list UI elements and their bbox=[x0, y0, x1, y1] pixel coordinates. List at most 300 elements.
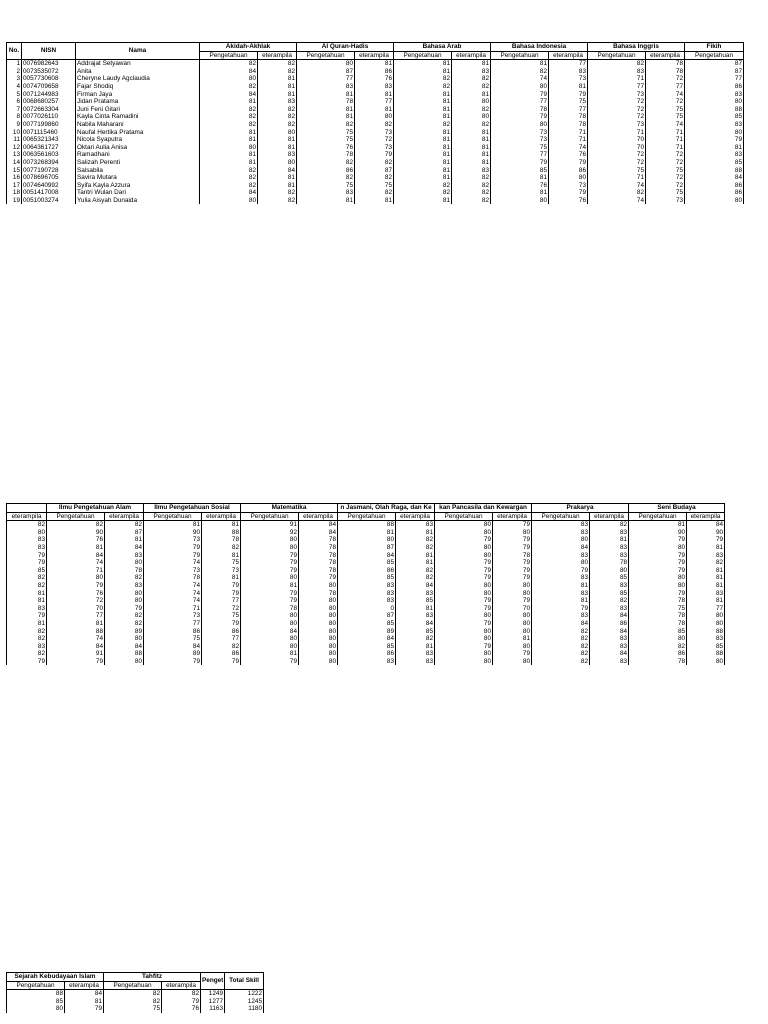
header-total-pengetahuan: Penget bbox=[201, 973, 225, 990]
table-row bbox=[7, 167, 744, 175]
table-cell: 83 bbox=[105, 582, 144, 590]
table-cell: 78 bbox=[629, 612, 687, 620]
table-cell: 78 bbox=[299, 536, 338, 544]
table-row bbox=[7, 635, 725, 643]
table-cell: 79 bbox=[241, 567, 299, 575]
table-cell: 73 bbox=[144, 612, 202, 620]
table-cell: 80 bbox=[299, 635, 338, 643]
table-cell: 81 bbox=[491, 174, 549, 182]
grades-table-part-2 bbox=[6, 503, 725, 665]
table-cell: 81 bbox=[65, 998, 104, 1006]
table-cell: 14 bbox=[7, 159, 22, 167]
table-cell: 80 bbox=[435, 650, 493, 658]
table-cell: 81 bbox=[394, 144, 452, 152]
table-cell: 73 bbox=[144, 567, 202, 575]
table-cell: 85 bbox=[685, 159, 744, 167]
table-cell: 82 bbox=[105, 521, 144, 529]
table-cell: 82 bbox=[452, 83, 491, 91]
table-cell: 80 bbox=[549, 174, 588, 182]
table-cell: 0051003274 bbox=[22, 197, 76, 205]
table-cell: 5 bbox=[7, 91, 22, 99]
table-row bbox=[7, 174, 744, 182]
header-subject: Fikih bbox=[685, 43, 744, 52]
table-cell: 82 bbox=[532, 643, 590, 651]
table-cell: 73 bbox=[588, 91, 646, 99]
table-cell: 78 bbox=[144, 574, 202, 582]
table-cell: 84 bbox=[590, 628, 629, 636]
table-cell: 79 bbox=[435, 605, 493, 613]
table-cell: 82 bbox=[532, 658, 590, 666]
table-cell: 82 bbox=[258, 189, 297, 197]
table-cell: 87 bbox=[338, 612, 396, 620]
table-cell: 1222 bbox=[225, 990, 264, 998]
table-cell: 77 bbox=[685, 75, 744, 83]
table-cell: 82 bbox=[200, 60, 258, 68]
table-cell: 81 bbox=[200, 129, 258, 137]
table-cell: 75 bbox=[629, 605, 687, 613]
table-cell: 81 bbox=[258, 83, 297, 91]
table-row bbox=[7, 990, 264, 998]
table-cell: 80 bbox=[491, 197, 549, 205]
table-cell: 77 bbox=[687, 605, 725, 613]
table-row bbox=[7, 129, 744, 137]
table-cell: 82 bbox=[396, 567, 435, 575]
table-cell: 84 bbox=[200, 68, 258, 76]
table-cell: 82 bbox=[396, 536, 435, 544]
table-cell: 81 bbox=[493, 635, 532, 643]
table-cell: 82 bbox=[532, 650, 590, 658]
table-cell: 79 bbox=[47, 582, 105, 590]
subheader-keterampilan: eterampila bbox=[105, 512, 144, 521]
table-cell: 83 bbox=[588, 68, 646, 76]
table-cell: 82 bbox=[297, 121, 355, 129]
table-cell: 80 bbox=[493, 628, 532, 636]
table-cell: 82 bbox=[588, 189, 646, 197]
table-cell: 82 bbox=[258, 113, 297, 121]
table-cell: 83 bbox=[258, 151, 297, 159]
table-cell: 84 bbox=[396, 620, 435, 628]
table-cell: 89 bbox=[144, 650, 202, 658]
table-cell: 85 bbox=[396, 628, 435, 636]
table-cell: 73 bbox=[588, 121, 646, 129]
table-cell: 80 bbox=[629, 582, 687, 590]
table-cell: 81 bbox=[200, 136, 258, 144]
subheader-keterampilan: eterampila bbox=[646, 51, 685, 60]
header-total-skill: Total Skill bbox=[225, 973, 264, 990]
table-cell: 81 bbox=[144, 521, 202, 529]
table-cell: 76 bbox=[47, 536, 105, 544]
table-cell: 79 bbox=[493, 536, 532, 544]
table-cell: 83 bbox=[532, 574, 590, 582]
subheader-keterampilan: eterampila bbox=[162, 981, 201, 990]
table-cell: 86 bbox=[297, 167, 355, 175]
table-cell: 80 bbox=[241, 544, 299, 552]
table-cell: 80 bbox=[629, 544, 687, 552]
table-cell: 77 bbox=[646, 83, 685, 91]
table-cell: 89 bbox=[338, 628, 396, 636]
table-cell: Anita bbox=[76, 68, 200, 76]
table-row bbox=[7, 68, 744, 76]
table-cell: 73 bbox=[355, 129, 394, 137]
table-cell: 78 bbox=[549, 113, 588, 121]
table-cell: 70 bbox=[588, 136, 646, 144]
table-cell: 79 bbox=[65, 1005, 104, 1013]
table-cell: 81 bbox=[396, 559, 435, 567]
table-cell: 80 bbox=[47, 574, 105, 582]
table-cell: 81 bbox=[258, 144, 297, 152]
table-cell: 81 bbox=[297, 113, 355, 121]
table-cell: 82 bbox=[47, 521, 105, 529]
table-cell: 80 bbox=[493, 620, 532, 628]
table-cell: 76 bbox=[549, 197, 588, 205]
header-subject: Ilmu Pengetahuan Alam bbox=[47, 504, 144, 513]
table-cell: 0065321343 bbox=[22, 136, 76, 144]
table-cell: 83 bbox=[590, 658, 629, 666]
table-cell: 16 bbox=[7, 174, 22, 182]
table-cell: 81 bbox=[355, 197, 394, 205]
table-cell: 81 bbox=[394, 106, 452, 114]
table-cell: 74 bbox=[491, 75, 549, 83]
table-cell: 79 bbox=[202, 590, 241, 598]
table-cell: 80 bbox=[299, 620, 338, 628]
table-cell: 75 bbox=[202, 559, 241, 567]
table-cell: 74 bbox=[144, 590, 202, 598]
table-cell: Oktari Aulia Anisa bbox=[76, 144, 200, 152]
table-cell: 80 bbox=[532, 559, 590, 567]
table-cell: 78 bbox=[646, 68, 685, 76]
subheader-keterampilan: eterampila bbox=[258, 51, 297, 60]
table-cell: 80 bbox=[258, 129, 297, 137]
table-cell: 88 bbox=[7, 990, 65, 998]
table-cell: 82 bbox=[258, 121, 297, 129]
table-cell: 79 bbox=[7, 612, 47, 620]
table-cell: 77 bbox=[549, 60, 588, 68]
table-cell: 79 bbox=[493, 521, 532, 529]
table-cell: 86 bbox=[144, 628, 202, 636]
table-row bbox=[7, 136, 744, 144]
table-cell: 85 bbox=[338, 620, 396, 628]
table-cell: 82 bbox=[452, 174, 491, 182]
table-cell: 80 bbox=[491, 121, 549, 129]
table-cell: 86 bbox=[629, 650, 687, 658]
header-nama: Nama bbox=[76, 43, 200, 60]
table-cell: 90 bbox=[144, 529, 202, 537]
table-cell: 79 bbox=[629, 552, 687, 560]
grades-table-part-1 bbox=[6, 42, 744, 204]
table-row bbox=[7, 552, 725, 560]
table-cell: 81 bbox=[394, 159, 452, 167]
table-cell: 86 bbox=[202, 650, 241, 658]
table-cell: 88 bbox=[687, 650, 725, 658]
table-row bbox=[7, 559, 725, 567]
table-cell: 79 bbox=[202, 582, 241, 590]
subheader-pengetahuan: Pengetahuan bbox=[588, 51, 646, 60]
table-cell: 79 bbox=[162, 998, 201, 1006]
subheader-keterampilan: eterampila bbox=[687, 512, 725, 521]
table-cell: 80 bbox=[435, 582, 493, 590]
table-cell: 87 bbox=[685, 68, 744, 76]
table-cell: 0073268394 bbox=[22, 159, 76, 167]
table-row bbox=[7, 113, 744, 121]
table-cell: 81 bbox=[532, 597, 590, 605]
table-cell: 82 bbox=[297, 174, 355, 182]
table-cell: 80 bbox=[435, 544, 493, 552]
table-row bbox=[7, 605, 725, 613]
header-subject: Seni Budaya bbox=[629, 504, 725, 513]
table-cell: Salizah Perenti bbox=[76, 159, 200, 167]
table-cell: 81 bbox=[452, 129, 491, 137]
table-cell: 79 bbox=[629, 559, 687, 567]
table-cell: 81 bbox=[200, 98, 258, 106]
table-row bbox=[7, 658, 725, 666]
table-cell: 87 bbox=[685, 60, 744, 68]
table-cell: 82 bbox=[396, 635, 435, 643]
table-cell: 83 bbox=[258, 98, 297, 106]
table-cell: 82 bbox=[396, 544, 435, 552]
table-cell: 80 bbox=[299, 650, 338, 658]
table-cell: 81 bbox=[452, 144, 491, 152]
table-cell: 81 bbox=[549, 83, 588, 91]
table-cell: 79 bbox=[532, 567, 590, 575]
table-cell: 81 bbox=[355, 106, 394, 114]
table-cell: 84 bbox=[258, 167, 297, 175]
table-cell: 80 bbox=[452, 113, 491, 121]
table-cell: 82 bbox=[7, 628, 47, 636]
table-cell: 77 bbox=[491, 151, 549, 159]
table-cell: 79 bbox=[144, 658, 202, 666]
header-subject: Bahasa Indonesia bbox=[491, 43, 588, 52]
table-cell: 83 bbox=[338, 590, 396, 598]
table-cell: 76 bbox=[491, 182, 549, 190]
table-row bbox=[7, 521, 725, 529]
table-cell: 75 bbox=[588, 167, 646, 175]
table-cell: 82 bbox=[590, 521, 629, 529]
table-cell: 83 bbox=[396, 658, 435, 666]
table-cell: 80 bbox=[493, 643, 532, 651]
table-row bbox=[7, 189, 744, 197]
table-cell: 76 bbox=[47, 590, 105, 598]
table-cell: 80 bbox=[685, 129, 744, 137]
table-row bbox=[7, 121, 744, 129]
table-cell: 79 bbox=[491, 91, 549, 99]
table-cell: 75 bbox=[646, 167, 685, 175]
table-cell: 80 bbox=[491, 83, 549, 91]
table-cell: 79 bbox=[435, 536, 493, 544]
table-row bbox=[7, 75, 744, 83]
table-cell: 79 bbox=[7, 559, 47, 567]
table-cell: 85 bbox=[338, 574, 396, 582]
table-cell: 84 bbox=[47, 643, 105, 651]
table-cell: 74 bbox=[646, 91, 685, 99]
table-cell: 73 bbox=[202, 567, 241, 575]
table-cell: 82 bbox=[532, 635, 590, 643]
table-cell: 82 bbox=[452, 121, 491, 129]
table-cell: 80 bbox=[7, 1005, 65, 1013]
table-cell: 81 bbox=[7, 590, 47, 598]
table-cell: 72 bbox=[588, 106, 646, 114]
table-cell: 79 bbox=[435, 620, 493, 628]
table-cell: 82 bbox=[687, 559, 725, 567]
table-cell: 75 bbox=[491, 144, 549, 152]
subheader-keterampilan: eterampila bbox=[493, 512, 532, 521]
table-cell: 72 bbox=[588, 159, 646, 167]
table-cell: 83 bbox=[687, 552, 725, 560]
table-cell: 89 bbox=[105, 628, 144, 636]
table-cell: 80 bbox=[493, 529, 532, 537]
table-row bbox=[7, 106, 744, 114]
table-cell: 79 bbox=[202, 658, 241, 666]
table-cell: 82 bbox=[200, 121, 258, 129]
table-cell: 80 bbox=[299, 582, 338, 590]
table-cell: 75 bbox=[646, 106, 685, 114]
table-cell: 76 bbox=[549, 151, 588, 159]
table-cell: 80 bbox=[241, 635, 299, 643]
table-cell: 82 bbox=[396, 574, 435, 582]
table-cell: 0074640992 bbox=[22, 182, 76, 190]
table-cell: 81 bbox=[202, 574, 241, 582]
header-nisn: NISN bbox=[22, 43, 76, 60]
table-cell: 82 bbox=[452, 197, 491, 205]
subheader-pengetahuan: Pengetahuan bbox=[338, 512, 396, 521]
table-cell: 82 bbox=[202, 643, 241, 651]
table-cell: 75 bbox=[144, 635, 202, 643]
table-cell: 81 bbox=[629, 521, 687, 529]
table-cell: 71 bbox=[588, 174, 646, 182]
table-cell: 81 bbox=[297, 106, 355, 114]
table-cell: 81 bbox=[200, 159, 258, 167]
table-cell: 71 bbox=[144, 605, 202, 613]
table-cell: 75 bbox=[355, 182, 394, 190]
table-cell: 80 bbox=[258, 159, 297, 167]
table-cell: 82 bbox=[105, 612, 144, 620]
subheader-keterampilan: eterampila bbox=[7, 512, 47, 521]
table-cell: 0071115460 bbox=[22, 129, 76, 137]
table-cell: 90 bbox=[47, 529, 105, 537]
table-cell: 84 bbox=[65, 990, 104, 998]
subheader-pengetahuan: Pengetahuan bbox=[394, 51, 452, 60]
table-cell: 71 bbox=[646, 136, 685, 144]
table-cell: 11 bbox=[7, 136, 22, 144]
table-cell: 83 bbox=[338, 597, 396, 605]
table-cell: Nicola Syaputra bbox=[76, 136, 200, 144]
table-cell: 82 bbox=[105, 574, 144, 582]
table-cell: 79 bbox=[202, 620, 241, 628]
table-cell: Syifa Kayla Azzura bbox=[76, 182, 200, 190]
table-row bbox=[7, 83, 744, 91]
table-cell: 80 bbox=[629, 574, 687, 582]
table-cell: 82 bbox=[202, 544, 241, 552]
table-cell: 80 bbox=[687, 620, 725, 628]
table-cell: 75 bbox=[297, 129, 355, 137]
header-subject: Bahasa Arab bbox=[394, 43, 491, 52]
header-subject: n Jasmani, Olah Raga, dan Ke bbox=[338, 504, 435, 513]
table-cell: 84 bbox=[105, 544, 144, 552]
table-cell: 78 bbox=[590, 559, 629, 567]
table-cell: 82 bbox=[104, 998, 162, 1006]
table-cell: 81 bbox=[394, 98, 452, 106]
table-row bbox=[7, 182, 744, 190]
subheader-pengetahuan: Pengetahuan bbox=[297, 51, 355, 60]
table-cell: 81 bbox=[452, 60, 491, 68]
table-cell: 82 bbox=[200, 182, 258, 190]
table-cell: 2 bbox=[7, 68, 22, 76]
table-cell: 82 bbox=[258, 106, 297, 114]
table-cell: 18 bbox=[7, 189, 22, 197]
table-cell: 81 bbox=[7, 597, 47, 605]
table-cell: Cheryne Laudy Agclaudia bbox=[76, 75, 200, 83]
table-cell: 80 bbox=[493, 582, 532, 590]
table-cell: 82 bbox=[590, 597, 629, 605]
table-cell: 81 bbox=[241, 582, 299, 590]
table-cell: 79 bbox=[493, 567, 532, 575]
table-cell: 81 bbox=[202, 552, 241, 560]
table-cell: Ramadhani bbox=[76, 151, 200, 159]
table-cell: 83 bbox=[7, 605, 47, 613]
table-cell: 79 bbox=[629, 567, 687, 575]
table-cell: 80 bbox=[241, 612, 299, 620]
table-cell: 80 bbox=[241, 643, 299, 651]
table-cell: 80 bbox=[200, 197, 258, 205]
table-cell: 77 bbox=[202, 635, 241, 643]
table-cell: 81 bbox=[687, 544, 725, 552]
table-cell: 82 bbox=[452, 106, 491, 114]
table-cell: 0057730608 bbox=[22, 75, 76, 83]
table-cell: 71 bbox=[588, 75, 646, 83]
table-cell: 82 bbox=[200, 83, 258, 91]
table-cell: 84 bbox=[47, 552, 105, 560]
table-cell: 0072663304 bbox=[22, 106, 76, 114]
table-cell: 81 bbox=[396, 529, 435, 537]
table-cell: 80 bbox=[105, 597, 144, 605]
table-cell: 80 bbox=[105, 590, 144, 598]
table-cell: 83 bbox=[590, 582, 629, 590]
table-cell: 85 bbox=[590, 574, 629, 582]
table-cell: 85 bbox=[687, 643, 725, 651]
table-cell: 83 bbox=[7, 544, 47, 552]
table-cell: 78 bbox=[493, 552, 532, 560]
table-cell: 79 bbox=[491, 159, 549, 167]
subheader-keterampilan: eterampila bbox=[65, 981, 104, 990]
table-cell: 78 bbox=[629, 597, 687, 605]
table-cell: 0077190728 bbox=[22, 167, 76, 175]
table-cell: 0064361727 bbox=[22, 144, 76, 152]
subheader-pengetahuan: Pengetahuan bbox=[435, 512, 493, 521]
header-blank bbox=[7, 504, 47, 513]
table-cell: 78 bbox=[297, 98, 355, 106]
table-cell: 83 bbox=[297, 83, 355, 91]
subheader-keterampilan: eterampila bbox=[355, 51, 394, 60]
table-cell: 72 bbox=[588, 151, 646, 159]
table-cell: 88 bbox=[685, 106, 744, 114]
table-cell: 78 bbox=[491, 106, 549, 114]
table-cell: 82 bbox=[355, 121, 394, 129]
table-cell: 83 bbox=[396, 612, 435, 620]
table-cell: 80 bbox=[435, 612, 493, 620]
table-cell: 82 bbox=[200, 174, 258, 182]
table-cell: 82 bbox=[258, 60, 297, 68]
header-subject: Al Quran-Hadis bbox=[297, 43, 394, 52]
table-cell: 80 bbox=[338, 536, 396, 544]
table-cell: 81 bbox=[687, 597, 725, 605]
table-cell: 86 bbox=[338, 567, 396, 575]
table-cell: 78 bbox=[629, 620, 687, 628]
table-cell: 81 bbox=[202, 521, 241, 529]
table-cell: 84 bbox=[105, 643, 144, 651]
table-cell: 80 bbox=[299, 643, 338, 651]
table-cell: 87 bbox=[355, 167, 394, 175]
table-cell: 81 bbox=[258, 75, 297, 83]
table-cell: 72 bbox=[646, 182, 685, 190]
